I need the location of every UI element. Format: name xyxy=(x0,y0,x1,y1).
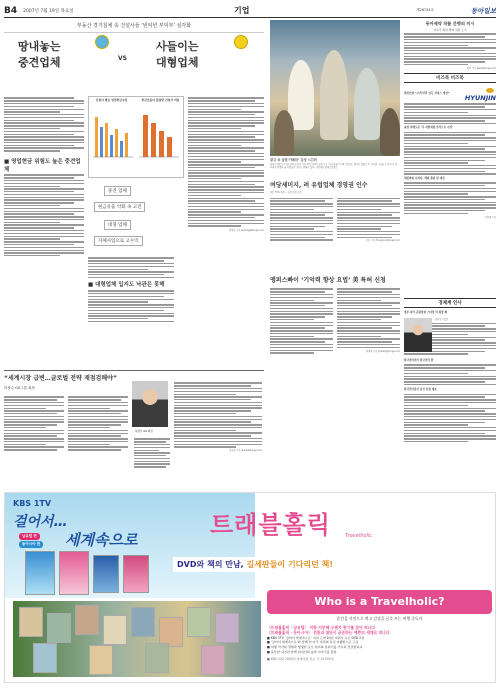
ad-list-item: ■ 여행 작가의 경험과 생생한 글로 현지의 분위기를 가득히 전달합니다 xyxy=(267,645,363,650)
business-brief-bar: 비즈북 비즈북 xyxy=(404,73,496,83)
ad-who-subtitle: 순간을 사진으로 찍고 감성을 글로 쓰는 여행 중독자 xyxy=(336,616,423,621)
ad-who-banner: Who is a Travelholic? xyxy=(267,590,492,614)
story-1-headline: 여당세미지, 려 유럽업체 경영권 인수 xyxy=(270,182,368,189)
photo-caption xyxy=(270,158,400,170)
appointment-2: 한국전기전기 한국전기 한 xyxy=(404,359,434,363)
issue-number: 제26744호 xyxy=(416,8,434,12)
chart-bar xyxy=(167,137,172,157)
headline-right xyxy=(156,39,199,71)
book-cover-1 xyxy=(25,551,55,595)
lead-kicker: 부동산 경기침체 속 건설사들 ‘빈익빈 부익부’ 심각화 xyxy=(4,20,264,33)
appointments-box xyxy=(404,298,496,444)
dvd-cover-1 xyxy=(93,555,119,593)
ad-title: 트래블홀릭 xyxy=(210,511,331,539)
ad-chip-east-asia: 동아시아 편 xyxy=(19,541,43,548)
hyunjin-logo: HYUNJIN xyxy=(456,86,496,102)
chart-bar xyxy=(120,141,123,157)
section-title: 기업 xyxy=(234,6,250,15)
interview-subhead: 허창수 GS그룹 회장 xyxy=(4,386,35,390)
lead-chart xyxy=(88,96,184,178)
chart-bar xyxy=(143,115,148,157)
story-1 xyxy=(270,180,400,243)
ad-slogan-line2: 세계속으로 xyxy=(65,531,138,549)
story-2-headline: 앵퍼스빠이 ‘기억력 향상 요법’ 美 특허 신청 xyxy=(270,277,386,284)
swoosh-icon xyxy=(486,88,494,93)
chart-title-2: 현금흐름이 불량한 건설사 비율 xyxy=(141,98,180,102)
lead-headline xyxy=(4,33,264,83)
chart-bar xyxy=(105,123,108,157)
page-number: B4 xyxy=(4,5,18,16)
photo-caption-body: 현대오일뱅크가 청소년과 등산이 거쳐 17일 라이브공원 노는 이 사과들이 더욱 ‘뜻깊어’ 행사가 열렸고 이 거리엔 시장들 두 마리 등 본 하려지 전했다 좋 사람들이 모이는 반대의 돌다. 사진제공 현대오일뱅크 xyxy=(270,163,398,170)
label-large: 대형 업체 xyxy=(104,220,131,230)
ad-tagline: DVD와 책의 만남, 길세판들이 기다리던 책! xyxy=(173,557,337,572)
right-story-1-headline: 동아제약 작품 간행의 미시 xyxy=(425,21,475,26)
newspaper-logo: 동아일보 xyxy=(470,7,496,15)
chart-bar xyxy=(95,117,98,157)
appointments-bar: 경제계 인사 xyxy=(404,298,496,308)
ad-list-item: 〈트래블홀릭 - 남유럽〉 미항·지중해·오렌지 향기를 찾아 떠나다 xyxy=(267,625,376,630)
chart-title-1: 건설사 별로 영업현금수입 xyxy=(95,98,128,102)
lead-subhead-2: ■ 대형업체 입지도 낙관은 못해 xyxy=(88,282,165,289)
appointment-title: 정부·자기 공원장관 스타정 릭 회장 취 xyxy=(404,311,448,314)
appointee-photo xyxy=(404,318,432,352)
ad-list-item: ■ ‘걸어서 세계속으로’와 함께 한 아주 여러의 특집 여행편으로 구성 xyxy=(267,640,359,645)
lead-column-1 xyxy=(4,96,84,258)
chart-bar xyxy=(151,123,156,157)
chart-bar xyxy=(115,129,118,157)
lead-byline: 황재성 기자 jsonhng@donga.com xyxy=(229,228,264,232)
chart-bar xyxy=(100,127,103,157)
story-2-byline: 박재명 기자 jmpark@donga.com xyxy=(366,349,400,353)
book-cover-2 xyxy=(59,551,89,595)
ad-feature-list xyxy=(267,626,492,662)
interview-headline: “세계시장 급변…글로벌 전략 재점검해야” xyxy=(4,375,117,382)
ad-list-item: ■ KBS 1TV ‘걸어서 세계속으로’ 여러 소개 20년 여러서 손은 DVD 2장 xyxy=(267,635,365,640)
right-story-1-subhead: 자사주 확대 변화 위원 도기 xyxy=(433,28,467,32)
ad-title-english: Travelholic xyxy=(345,533,372,539)
right-story-4-headline: 대림바위 우리사, 해외 출판 낸 새것 xyxy=(404,176,445,180)
ad-slogan-line1: 걸어서… xyxy=(13,514,68,530)
label-midsize-desc: 현금유출 악화 속 고전 xyxy=(94,202,145,212)
lead-column-3 xyxy=(188,96,264,232)
ad-list-item: ■ 풍부한 사진과 함께 현지인의 삶과 이야기를 담다 xyxy=(267,649,337,654)
lead-story xyxy=(4,20,264,370)
story-2 xyxy=(270,275,400,355)
chart-bar xyxy=(159,131,164,157)
chart-bar xyxy=(125,133,128,157)
chart-bars xyxy=(91,107,183,175)
label-midsize: 중견 업체 xyxy=(104,186,131,196)
right-column xyxy=(404,20,496,219)
lead-subhead-1: ■ 영업현금 위험도 높은 중견업체 xyxy=(4,159,81,174)
story-1-subhead: 지분 70% 확보… 내년 완성 사업 xyxy=(270,191,302,194)
right-story-3-headline: 솔섬 미래도론 ‘국 사람처럼 휴식으로 수상’ xyxy=(404,126,454,130)
ad-footer: ■ KBS 세대 2DVD+세계여행 정보 각 15,000원 xyxy=(267,656,334,661)
headline-left xyxy=(18,39,61,71)
sad-face-icon xyxy=(95,35,109,49)
appointee-name: 장관선 기업인 xyxy=(435,318,449,321)
issue-date: 2007년 7월 19일 목요일 xyxy=(23,8,74,14)
ad-list-item: 〈트래블홀릭 - 동아시아〉 전통과 첨단이 공존하는 예쁜의 세계로 떠나다 xyxy=(267,629,390,635)
story-1-byline: 신동 기자 dongwon@donga.com xyxy=(365,239,400,243)
ad-travel-photos xyxy=(13,601,261,677)
versus-label: VS xyxy=(118,55,127,62)
lead-column-2 xyxy=(88,256,174,324)
headline-left-line1: 땅내놓는 xyxy=(18,40,61,53)
main-photo xyxy=(270,20,400,156)
appointment-3: 한국전기통신 통신 선정 대표 xyxy=(404,388,437,392)
label-large-desc: 자체사업으로 고수익 xyxy=(94,236,143,246)
headline-right-line1: 사들이는 xyxy=(156,40,199,53)
kbs-label: KBS 1TV xyxy=(13,499,52,508)
portrait-caption: 허창수 GS 회장 xyxy=(135,430,153,433)
right-story-2-headline: 현진건설 “고객 만족 업무 서비스 개선” xyxy=(404,92,450,96)
happy-face-icon xyxy=(234,35,248,49)
photo-caption-title: 광고 속 금빛·카메라’ 강성 시끄러 xyxy=(270,158,317,162)
dvd-cover-2 xyxy=(123,555,149,593)
interview-byline: 송진우 기자 jinsuk@donga.com xyxy=(229,449,262,453)
lead-body xyxy=(4,96,264,366)
headline-right-line2: 대형업체 xyxy=(156,56,199,69)
ad-chip-south-europe: 남유럽 편 xyxy=(19,533,40,540)
right-story-1-byline: 박인 기자 park@donga.com xyxy=(466,66,496,70)
executive-portrait xyxy=(132,381,168,427)
interview-story xyxy=(4,370,264,490)
advertisement xyxy=(4,492,496,683)
page-header xyxy=(4,4,496,18)
right-story-4-byline: 김정범 기자 xyxy=(484,215,496,219)
headline-left-line2: 중견업체 xyxy=(18,56,61,69)
chart-bar xyxy=(110,135,113,157)
